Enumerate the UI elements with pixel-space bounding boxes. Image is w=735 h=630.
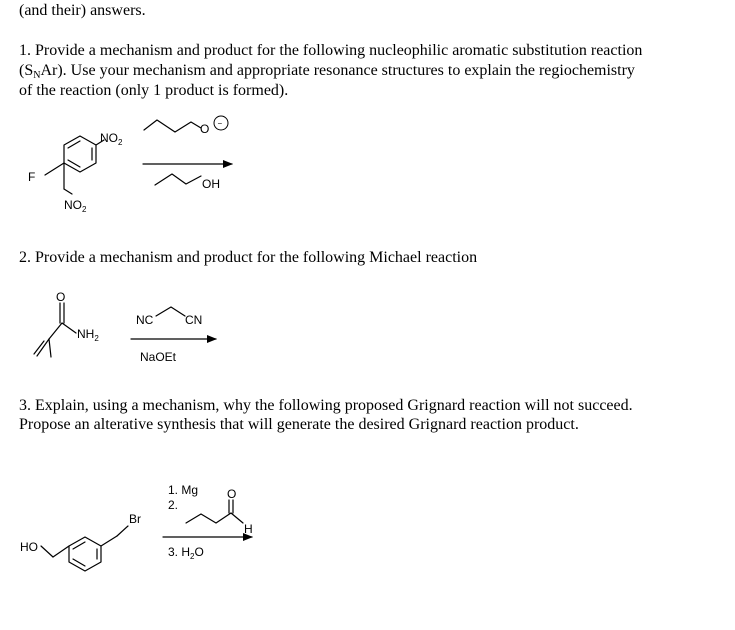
c-n-bond [62, 323, 76, 333]
unsaturated-amide-structure [34, 290, 99, 357]
o-ch2-bond [41, 546, 53, 557]
no2-top-label: $NO_2$ [100, 131, 123, 147]
bond-to-fluorine [45, 163, 64, 175]
no2-bottom-label: $NO_2$ [64, 198, 87, 214]
alpha-beta-single [49, 339, 51, 357]
snar-suffix: Ar). Use your mechanism and appropriate resonance structures to explain the regiochemistry [40, 62, 635, 79]
question-3-line-1: 3. Explain, using a mechanism, why the following proposed Grignard reaction will not succeed. [19, 397, 633, 414]
alkoxide-oxygen-label: O [200, 122, 210, 136]
amide-nh2-label: $NH_2$ [77, 327, 99, 343]
step-1-label: 1. Mg [168, 483, 199, 497]
cn-label: CN [185, 313, 203, 327]
propoxide-reagent [144, 116, 228, 136]
dinitrofluorobenzene-structure [28, 131, 123, 214]
propoxide-chain [144, 120, 201, 132]
snar-subscript: N [33, 70, 41, 81]
aldehyde-h-label: H [244, 522, 253, 536]
amide-oxygen-label: O [56, 290, 66, 304]
header-text: (and their) answers. [19, 2, 146, 19]
hydroxyl-ho-label: HO [20, 540, 38, 554]
bromobenzyl-alcohol-structure [20, 512, 141, 571]
butanal-chain [186, 513, 231, 523]
snar-prefix: (S [19, 62, 34, 79]
step-3-label: 3. $H_2O$ [168, 545, 204, 561]
aldehyde-c-h-bond [231, 513, 243, 523]
fluorine-label: F [28, 170, 36, 184]
question-3-line-2: Propose an alterative synthesis that will generate the desired Grignard reaction product. [19, 416, 579, 433]
base-label: NaOEt [140, 350, 177, 364]
question-1-line-1: 1. Provide a mechanism and product for the following nucleophilic aromatic substitution reaction [19, 42, 643, 59]
aldehyde-oxygen-label: O [227, 487, 237, 501]
malononitrile-chain [156, 307, 185, 316]
nc-label: NC [136, 313, 154, 327]
question-2-text: 2. Provide a mechanism and product for the following Michael reaction [19, 249, 478, 266]
propanol-chain [155, 174, 201, 185]
propanol-solvent [155, 174, 220, 191]
step-2-label: 2. [168, 498, 179, 512]
ring-ch2-bond [101, 536, 117, 546]
bond-to-no2-bottom-end [64, 189, 72, 194]
propanol-oh-label: OH [202, 177, 220, 191]
c-alpha-bond [49, 323, 62, 339]
negative-charge-sign: − [217, 119, 223, 128]
ch2-ring-bond [53, 546, 69, 557]
ch2-br-bond [117, 526, 128, 536]
bromine-label: Br [129, 512, 141, 526]
malononitrile-reagent [136, 307, 202, 327]
question-1-line-3: of the reaction (only 1 product is formed). [19, 82, 289, 99]
